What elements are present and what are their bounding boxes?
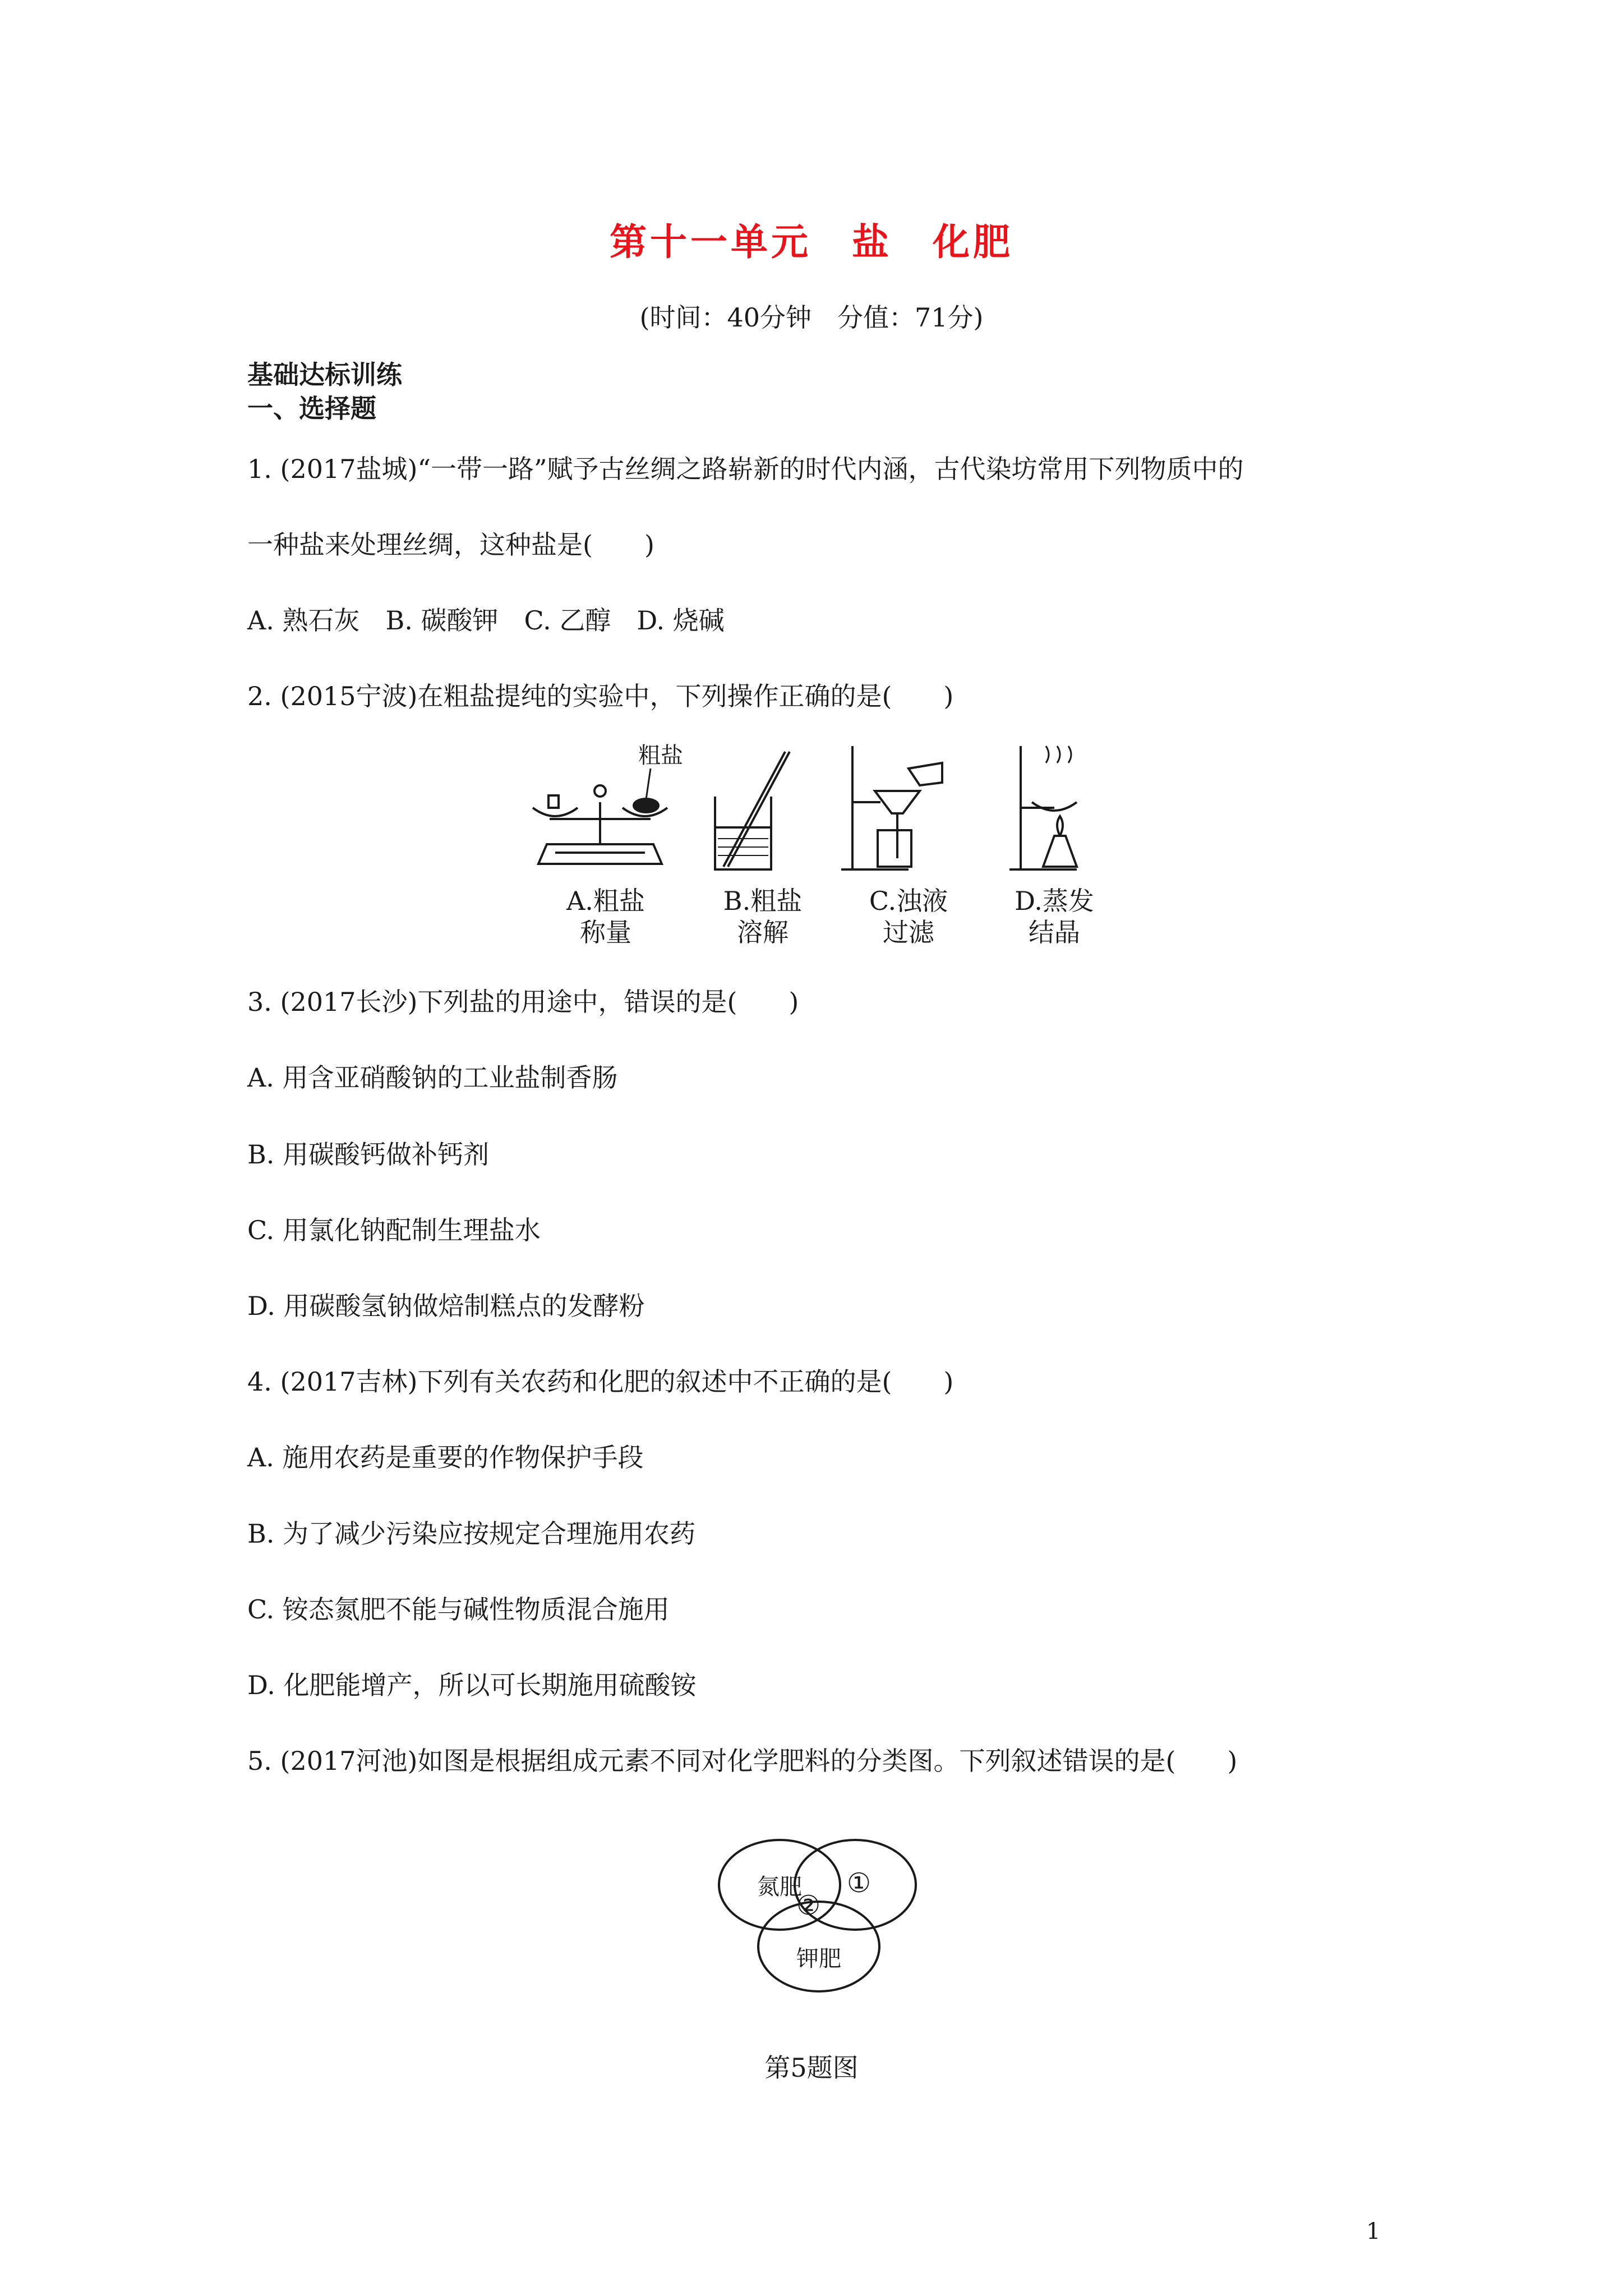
caption-c-line-1: C.浊液 bbox=[869, 886, 948, 916]
question-3-option-d: D. 用碳酸氢钠做焙制糕点的发酵粉 bbox=[247, 1291, 645, 1321]
question-1-stem-line-1: 1. (2017盐城)“一带一路”赋予古丝绸之路崭新的时代内涵，古代染坊常用下列物质中的 bbox=[247, 454, 1244, 484]
question-3-option-b: B. 用碳酸钙做补钙剂 bbox=[247, 1139, 490, 1170]
question-4-option-c: C. 铵态氮肥不能与碱性物质混合施用 bbox=[247, 1594, 670, 1625]
question-2-stem: 2. (2015宁波)在粗盐提纯的实验中，下列操作正确的是( ) bbox=[247, 681, 954, 711]
question-3-option-c: C. 用氯化钠配制生理盐水 bbox=[247, 1215, 541, 1245]
question-2-figure bbox=[516, 729, 1110, 954]
caption-c bbox=[852, 885, 965, 948]
region-2-mark: ② bbox=[796, 1890, 821, 1921]
section-heading-choice: 一、选择题 bbox=[247, 393, 376, 424]
region-1-mark: ① bbox=[847, 1867, 872, 1899]
page-title: 第十一单元 盐 化肥 bbox=[610, 220, 1013, 264]
page-subtitle: (时间：40分钟 分值：71分) bbox=[639, 302, 984, 333]
question-4-option-b: B. 为了减少污染应按规定合理施用农药 bbox=[247, 1519, 696, 1549]
caption-b bbox=[707, 885, 819, 948]
section-heading-basic: 基础达标训练 bbox=[247, 360, 402, 390]
figure-5-caption: 第5题图 bbox=[764, 2053, 859, 2083]
nitrogen-label: 氮肥 bbox=[757, 1874, 802, 1900]
caption-a-line-2: 称量 bbox=[580, 917, 631, 947]
question-4-option-d: D. 化肥能增产，所以可长期施用硫酸铵 bbox=[247, 1670, 697, 1700]
question-1-stem-line-2: 一种盐来处理丝绸，这种盐是( ) bbox=[247, 530, 654, 560]
salt-label: 粗盐 bbox=[638, 743, 683, 769]
caption-d bbox=[998, 885, 1110, 948]
evaporation-setup-icon bbox=[1009, 746, 1077, 869]
page-number: 1 bbox=[1366, 2219, 1381, 2244]
question-5-venn-diagram bbox=[712, 1832, 925, 2000]
potassium-label: 钾肥 bbox=[796, 1946, 841, 1972]
caption-d-line-1: D.蒸发 bbox=[1015, 886, 1094, 916]
filtration-setup-icon bbox=[841, 746, 942, 869]
question-3-stem: 3. (2017长沙)下列盐的用途中，错误的是( ) bbox=[247, 987, 799, 1017]
question-3-option-a: A. 用含亚硝酸钠的工业盐制香肠 bbox=[247, 1062, 618, 1093]
question-4-option-a: A. 施用农药是重要的作物保护手段 bbox=[247, 1442, 644, 1473]
caption-b-line-2: 溶解 bbox=[737, 917, 789, 947]
caption-a-line-1: A.粗盐 bbox=[566, 886, 645, 916]
caption-a bbox=[550, 885, 662, 948]
lab-operations-illustration bbox=[516, 729, 1110, 886]
question-1-options: A. 熟石灰 B. 碳酸钾 C. 乙醇 D. 烧碱 bbox=[247, 605, 725, 636]
question-5-stem: 5. (2017河池)如图是根据组成元素不同对化学肥料的分类图。下列叙述错误的是( ) bbox=[247, 1746, 1238, 1776]
caption-d-line-2: 结晶 bbox=[1029, 917, 1080, 947]
caption-c-line-2: 过滤 bbox=[883, 917, 934, 947]
caption-b-line-1: B.粗盐 bbox=[723, 886, 803, 916]
question-4-stem: 4. (2017吉林)下列有关农药和化肥的叙述中不正确的是( ) bbox=[247, 1366, 954, 1397]
beaker-stirring-icon bbox=[715, 752, 790, 869]
